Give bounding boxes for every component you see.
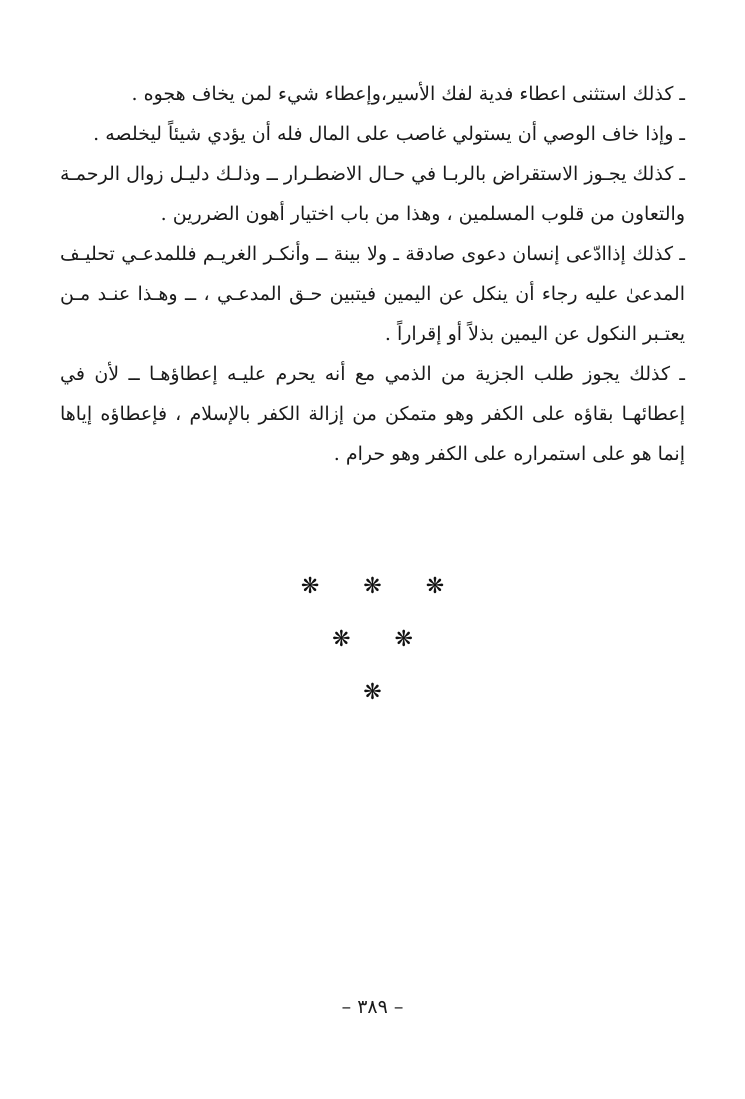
eight-point-star-icon: ❋	[300, 573, 320, 599]
paragraph-usury-loan: ـ كذلك يجـوز الاستقراض بالربـا في حـال الاضطـرار ــ وذلـك دليـل زوال الرحمـة والتعاون من قلوب المسلمين ، وهذا من باب اختيار أهون الضررين .	[60, 163, 685, 225]
ornament-row-2	[0, 613, 745, 666]
eight-point-star-icon: ❋	[394, 626, 413, 652]
eight-point-star-icon: ❋	[363, 573, 382, 599]
page-number: – ٣٨٩ –	[341, 996, 404, 1018]
eight-point-star-icon: ❋	[332, 626, 351, 652]
page-body	[60, 74, 685, 474]
eight-point-star-icon: ❋	[425, 573, 445, 599]
ornament-row-3	[0, 666, 745, 719]
paragraph-jizya: ـ كذلك يجوز طلب الجزية من الذمي مع أنه يحرم عليـه إعطاؤهـا ــ لأن في إعطائهـا بقاؤه على الكفر وهو متمكن من إزالة الكفر بالإسلام ، فإعطاؤه إياها إنما هو على استمراره على الكفر وهو حرام .	[60, 363, 685, 465]
paragraph-ransom: ـ كذلك استثنى اعطاء فدية لفك الأسير،وإعطاء شيء لمن يخاف هجوه .	[131, 83, 685, 105]
section-divider-ornaments	[0, 560, 745, 719]
eight-point-star-icon: ❋	[363, 679, 382, 705]
paragraph-oath: ـ كذلك إذاادّعى إنسان دعوى صادقة ـ ولا بينة ــ وأنكـر الغريـم فللمدعـي تحليـف المدعىٰ عليه رجاء أن ينكل عن اليمين فيتبين حـق المدعـي ، ــ وهـذا عنـد مـن يعتـبر النكول عن اليمين بذلاً أو إقراراً .	[60, 243, 685, 345]
ornament-row-1	[0, 560, 745, 613]
paragraph-guardian: ـ وإذا خاف الوصي أن يستولي غاصب على المال فله أن يؤدي شيئاً ليخلصه .	[93, 123, 685, 145]
